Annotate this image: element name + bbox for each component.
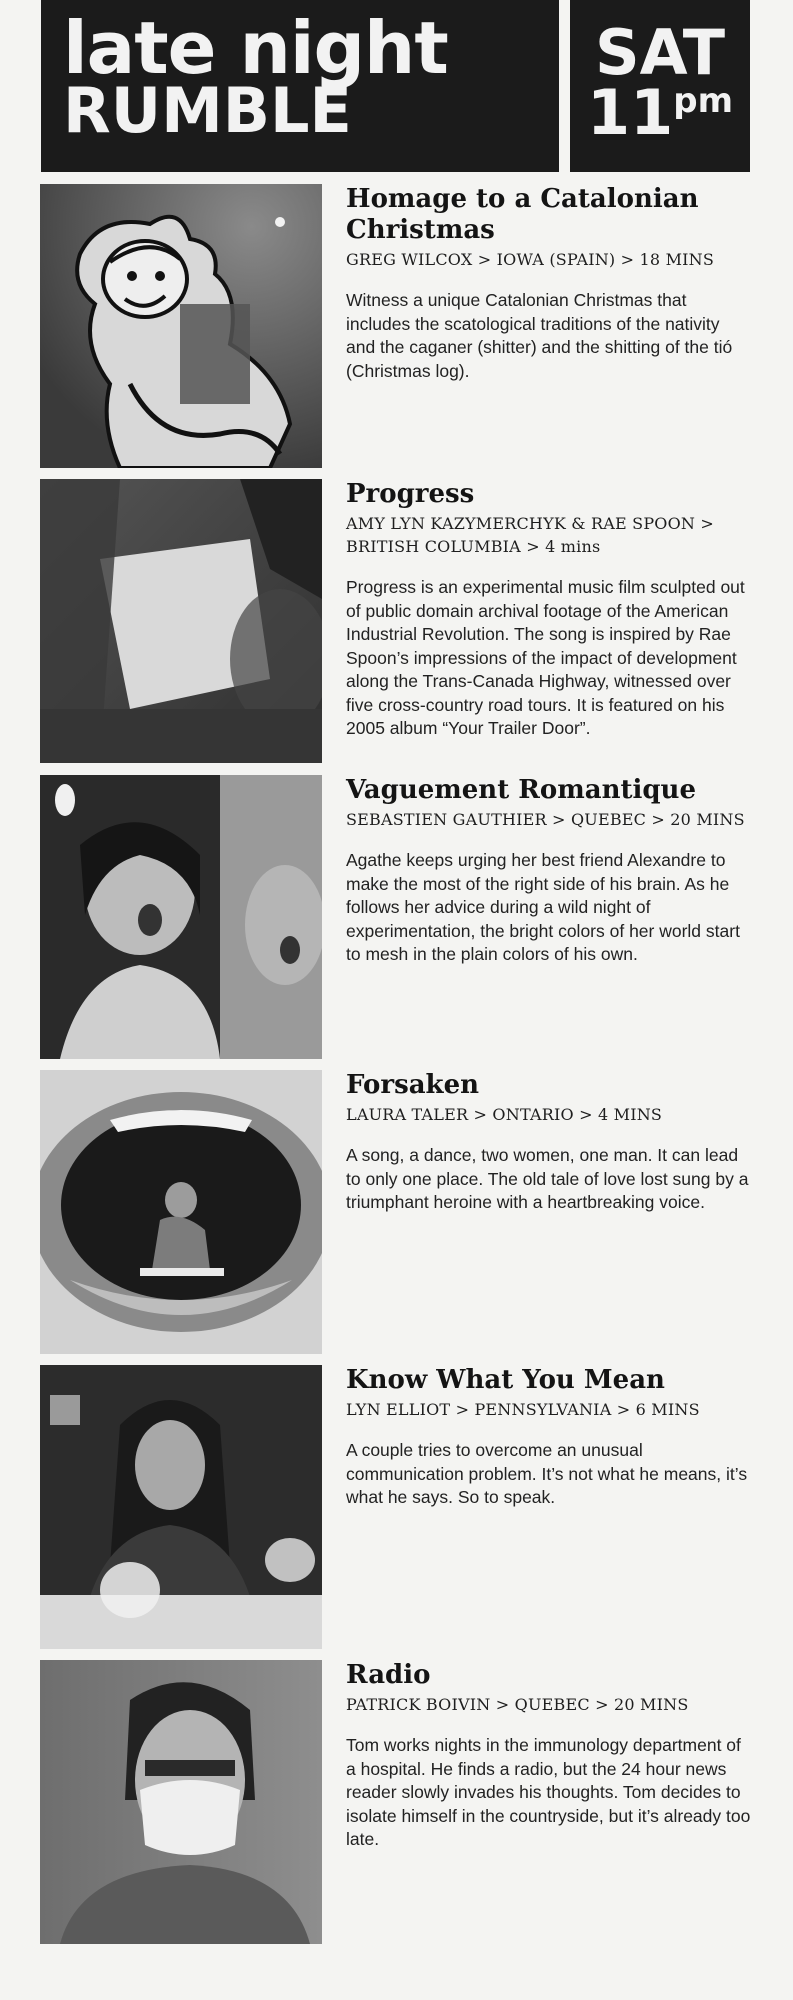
schedule-banner [570, 0, 750, 172]
program-title-banner [41, 0, 559, 172]
film-entry [0, 1660, 793, 1945]
film-info [346, 1365, 751, 1510]
program-title-line1: late night [63, 6, 448, 90]
film-description: A song, a dance, two women, one man. It can lead to only one place. The old tale of love lost sung by a triumphant heroine with a heartbreaking voice. [346, 1145, 749, 1212]
film-credits: LAURA TALER > ONTARIO > 4 MINS [346, 1105, 663, 1124]
film-still-image [40, 1660, 322, 1944]
film-still-image [40, 479, 322, 763]
film-info [346, 479, 751, 741]
film-title: Homage to a Catalonian Christmas [346, 184, 699, 245]
film-still-image [40, 184, 322, 468]
film-entry [0, 479, 793, 764]
schedule-time-hour: 11 [586, 76, 674, 149]
film-info [346, 184, 751, 383]
film-still-image [40, 1365, 322, 1649]
film-still-image [40, 1070, 322, 1354]
film-info [346, 1070, 751, 1215]
film-title: Know What You Mean [346, 1365, 665, 1395]
film-credits: AMY LYN KAZYMERCHYK & RAE SPOON > BRITISH COLUMBIA > 4 mins [346, 514, 715, 556]
film-description: A couple tries to overcome an unusual communication problem. It’s not what he means, it’s what he says. So to speak. [346, 1440, 748, 1507]
film-title: Progress [346, 479, 475, 509]
film-title: Radio [346, 1660, 431, 1690]
film-entry [0, 184, 793, 469]
film-still-image [40, 775, 322, 1059]
film-title: Vaguement Romantique [346, 775, 696, 805]
film-credits: PATRICK BOIVIN > QUEBEC > 20 MINS [346, 1695, 689, 1714]
film-credits: LYN ELLIOT > PENNSYLVANIA > 6 MINS [346, 1400, 700, 1419]
program-title-line2: RUMBLE [63, 74, 352, 147]
schedule-day: SAT [594, 16, 726, 89]
film-description: Progress is an experimental music film sculpted out of public domain archival footage of the American Industrial Revolution. The song is inspired by Rae Spoon’s impressions of the impact of development along the Trans-Canada Highway, witnessed over five cross-country road tours. It is featured on his 2005 album “Your Trailer Door”. [346, 577, 745, 738]
film-title: Forsaken [346, 1070, 480, 1100]
film-entry [0, 775, 793, 1060]
film-description: Agathe keeps urging her best friend Alexandre to make the most of the right side of his brain. As he follows her advice during a wild night of experimentation, the bright colors of her world start to mesh in the plain colors of his own. [346, 850, 740, 964]
schedule-time-suffix: pm [673, 81, 734, 121]
film-credits: GREG WILCOX > IOWA (SPAIN) > 18 MINS [346, 250, 715, 269]
film-description: Tom works nights in the immunology department of a hospital. He finds a radio, but the 24 hour news reader slowly invades his thoughts. Tom decides to isolate himself in the countryside, but it’s already too late. [346, 1735, 751, 1849]
film-entry [0, 1070, 793, 1355]
film-entry [0, 1365, 793, 1650]
film-credits: SEBASTIEN GAUTHIER > QUEBEC > 20 MINS [346, 810, 745, 829]
film-description: Witness a unique Catalonian Christmas that includes the scatological traditions of the nativity and the caganer (shitter) and the shitting of the tió (Christmas log). [346, 290, 733, 381]
schedule-time [570, 76, 750, 149]
film-info [346, 1660, 751, 1852]
film-info [346, 775, 751, 967]
